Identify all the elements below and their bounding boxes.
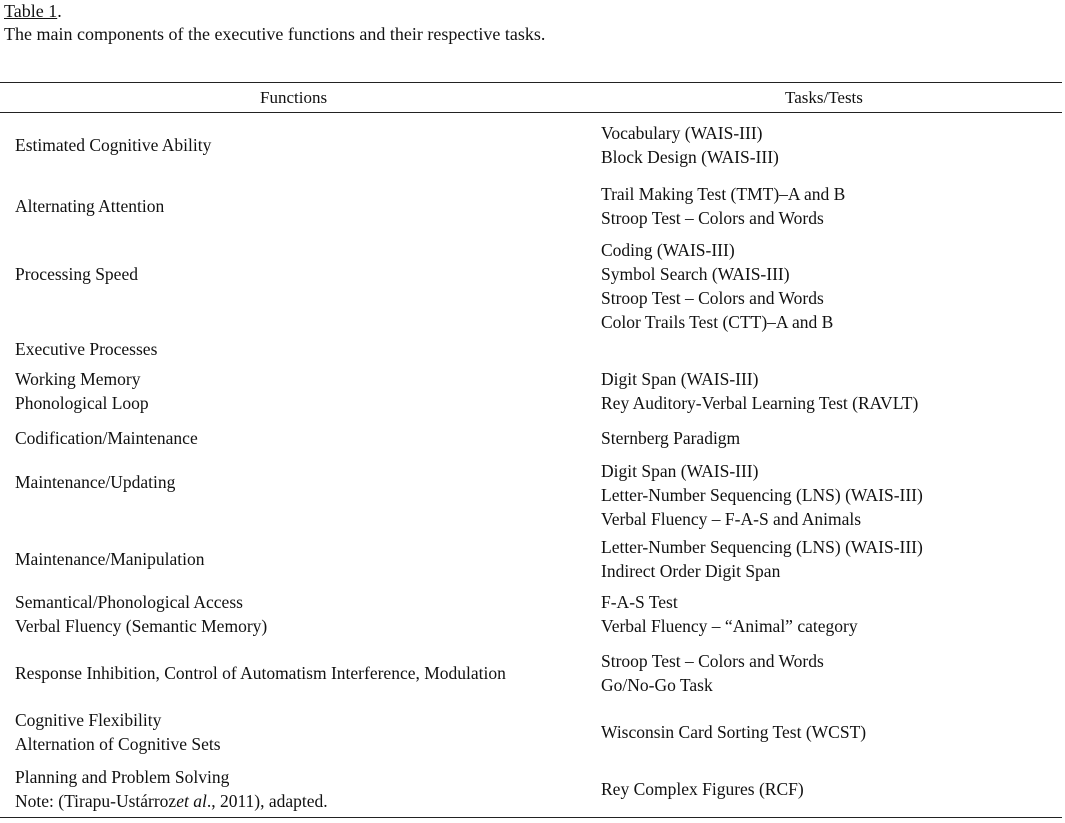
row-functions: Working Memory Phonological Loop — [15, 369, 149, 413]
row-functions: Processing Speed — [15, 264, 138, 284]
row-functions: Response Inhibition, Control of Automatism Interference, Modulation — [15, 663, 506, 683]
header-tasks: Tasks/Tests — [785, 88, 863, 107]
row-functions: Maintenance/Manipulation — [15, 549, 205, 569]
row-tasks: Vocabulary (WAIS-III) Block Design (WAIS-III) — [601, 123, 779, 167]
top-rule — [0, 82, 1062, 83]
row-functions: Semantical/Phonological Access Verbal Fluency (Semantic Memory) — [15, 592, 268, 636]
row-tasks: Coding (WAIS-III) Symbol Search (WAIS-III) Stroop Test – Colors and Words Color Trails Test (CTT)–A and B — [601, 240, 834, 332]
table-caption — [4, 0, 545, 46]
row-functions: Planning and Problem Solving Note: (Tirapu-Ustárrozet al., 2011), adapted. — [15, 767, 328, 811]
row-tasks: Digit Span (WAIS-III) Rey Auditory-Verbal Learning Test (RAVLT) — [601, 369, 919, 413]
row-tasks: Sternberg Paradigm — [601, 428, 741, 448]
row-tasks: Stroop Test – Colors and Words Go/No-Go Task — [601, 651, 824, 695]
row-tasks: Letter-Number Sequencing (LNS) (WAIS-III) Indirect Order Digit Span — [601, 537, 923, 581]
row-functions: Cognitive Flexibility Alternation of Cognitive Sets — [15, 710, 221, 754]
row-functions: Alternating Attention — [15, 196, 165, 216]
header-functions: Functions — [260, 88, 328, 107]
row-tasks: Wisconsin Card Sorting Test (WCST) — [601, 722, 867, 742]
table-note: Note: (Tirapu-Ustárrozet al., 2011), adapted. — [15, 791, 328, 811]
row-tasks: Trail Making Test (TMT)–A and B Stroop Test – Colors and Words — [601, 184, 846, 228]
row-tasks: F-A-S Test Verbal Fluency – “Animal” category — [601, 592, 858, 636]
row-functions: Executive Processes — [15, 339, 158, 359]
row-functions: Estimated Cognitive Ability — [15, 135, 212, 155]
table-label-suffix: . — [57, 1, 62, 21]
table-title: The main components of the executive functions and their respective tasks. — [4, 24, 546, 44]
row-tasks: Digit Span (WAIS-III) Letter-Number Sequencing (LNS) (WAIS-III) Verbal Fluency – F-A-S and Animals — [601, 461, 923, 529]
row-functions: Maintenance/Updating — [15, 472, 176, 492]
table-label: Table 1 — [4, 1, 58, 21]
row-functions: Codification/Maintenance — [15, 428, 198, 448]
row-tasks: Rey Complex Figures (RCF) — [601, 779, 804, 799]
bottom-rule — [0, 817, 1062, 818]
header-rule — [0, 112, 1062, 113]
